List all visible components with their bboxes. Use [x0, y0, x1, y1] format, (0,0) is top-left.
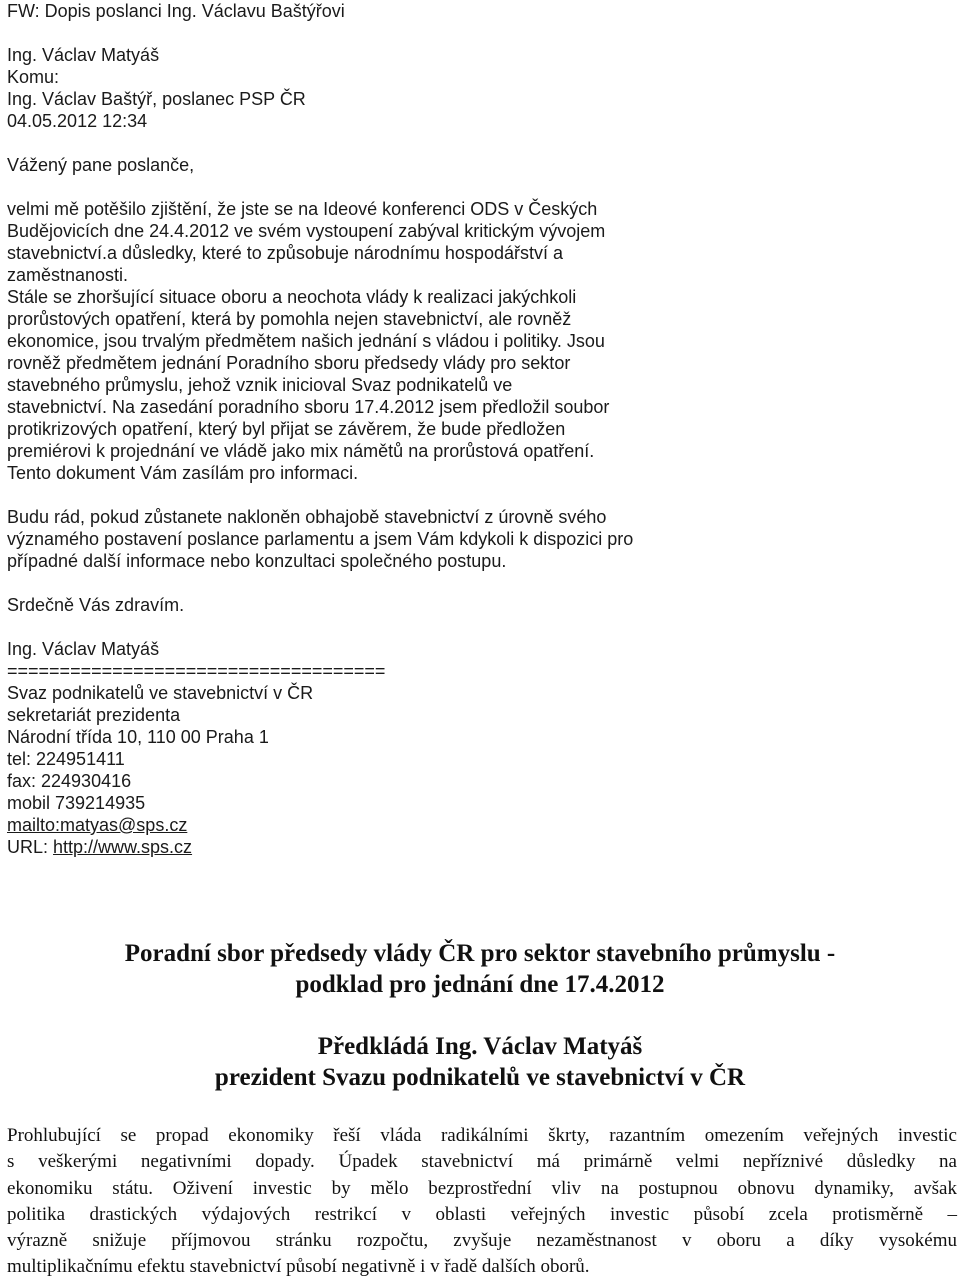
- document-title: [0, 938, 960, 1000]
- signature-fax: fax: 224930416: [7, 771, 132, 791]
- body-line: s veškerými negativními dopady. Úpadek stavebnictví má primárně velmi nepříznivé důsledky na: [7, 1151, 957, 1173]
- signature-url: [7, 836, 952, 858]
- paragraph-line: Tento dokument Vám zasílám pro informaci.: [7, 463, 359, 483]
- body-line: Prohlubující se propad ekonomiky řeší vláda radikálními škrty, razantním omezením veřejných investic: [7, 1125, 957, 1146]
- signature-name: Ing. Václav Matyáš: [7, 639, 160, 659]
- email-subject: FW: Dopis poslanci Ing. Václavu Baštýřovi: [7, 1, 345, 21]
- email-paragraph-1: [7, 198, 952, 484]
- paragraph-line: premiérovi k projednání ve vládě jako mix námětů na prorůstová opatření.: [7, 441, 595, 461]
- paragraph-line: prorůstových opatření, která by pomohla nejen stavebnictví, ale rovněž: [7, 309, 572, 329]
- url-label: URL:: [7, 837, 54, 857]
- paragraph-line: případné další informace nebo konzultaci společného postupu.: [7, 551, 507, 571]
- signature-tel: tel: 224951411: [7, 749, 125, 769]
- paragraph-line: stavebnictví.a důsledky, které to způsobuje národnímu hospodářství a: [7, 243, 563, 263]
- document-presenter: [0, 1031, 960, 1093]
- paragraph-line: stavebného průmyslu, jehož vznik inicioval Svaz podnikatelů ve: [7, 375, 513, 395]
- body-line: politika drastických výdajových restrikcí v oblasti veřejných investic působí zcela protisměrně –: [7, 1203, 957, 1225]
- document-title-line: podklad pro jednání dne 17.4.2012: [295, 971, 665, 998]
- document-body: [7, 1123, 957, 1281]
- paragraph-line: Budějovicích dne 24.4.2012 ve svém vystoupení zabýval kritickým vývojem: [7, 221, 606, 241]
- email-greeting: Vážený pane poslanče,: [7, 155, 195, 175]
- paragraph-line: velmi mě potěšilo zjištění, že jste se na Ideové konferenci ODS v Českých: [7, 199, 598, 219]
- mailto-link[interactable]: mailto:matyas@sps.cz: [7, 815, 188, 835]
- document-title-line: Poradní sbor předsedy vlády ČR pro sektor stavebního průmyslu -: [124, 940, 836, 967]
- signature-address: Národní třída 10, 110 00 Praha 1: [7, 727, 269, 747]
- presenter-line: Předkládá Ing. Václav Matyáš: [317, 1033, 643, 1060]
- signature-mobil: mobil 739214935: [7, 793, 146, 813]
- paragraph-line: ekonomice, jsou trvalým předmětem našich jednání s vládou i politiky. Jsou: [7, 331, 605, 351]
- body-line: multiplikačnímu efektu stavebnictví působí negativně i v řadě dalších oborů.: [7, 1256, 590, 1278]
- paragraph-line: Stále se zhoršující situace oboru a neochota vlády k realizaci jakýchkoli: [7, 287, 577, 307]
- paragraph-line: rovněž předmětem jednání Poradního sboru předsedy vlády pro sektor: [7, 353, 571, 373]
- presenter-line: prezident Svazu podnikatelů ve stavebnictví v ČR: [214, 1064, 746, 1091]
- body-line: výrazně snižuje příjmovou stránku rozpočtu, zvyšuje nezaměstnanost v oboru a díky vysokému: [7, 1230, 957, 1252]
- signature-mailto: [7, 814, 952, 836]
- paragraph-line: protikrizových opatření, který byl přijat se závěrem, že bude předložen: [7, 419, 566, 439]
- email-date: 04.05.2012 12:34: [7, 111, 148, 131]
- email-closing: Srdečně Vás zdravím.: [7, 595, 185, 615]
- signature-office: sekretariát prezidenta: [7, 705, 181, 725]
- paragraph-line: zaměstnanosti.: [7, 265, 129, 285]
- email-to: Ing. Václav Baštýř, poslanec PSP ČR: [7, 89, 306, 109]
- email-to-label: Komu:: [7, 67, 60, 87]
- paragraph-line: stavebnictví. Na zasedání poradního sboru 17.4.2012 jsem předložil soubor: [7, 397, 610, 417]
- email-from: Ing. Václav Matyáš: [7, 45, 160, 65]
- body-line: ekonomiku státu. Oživení investic by mělo bezprostřední vliv na postupnou obnovu dynamiky, avšak: [7, 1177, 957, 1199]
- paragraph-line: Budu rád, pokud zůstanete nakloněn obhajobě stavebnictví z úrovně svého: [7, 507, 607, 527]
- signature-separator: ====================================: [7, 661, 386, 681]
- email-signature: [7, 638, 952, 858]
- website-link[interactable]: http://www.sps.cz: [53, 837, 193, 857]
- email-paragraph-2: [7, 506, 952, 572]
- signature-org: Svaz podnikatelů ve stavebnictví v ČR: [7, 683, 314, 703]
- paragraph-line: významého postavení poslance parlamentu a jsem Vám kdykoli k dispozici pro: [7, 529, 634, 549]
- email-message: [7, 0, 952, 858]
